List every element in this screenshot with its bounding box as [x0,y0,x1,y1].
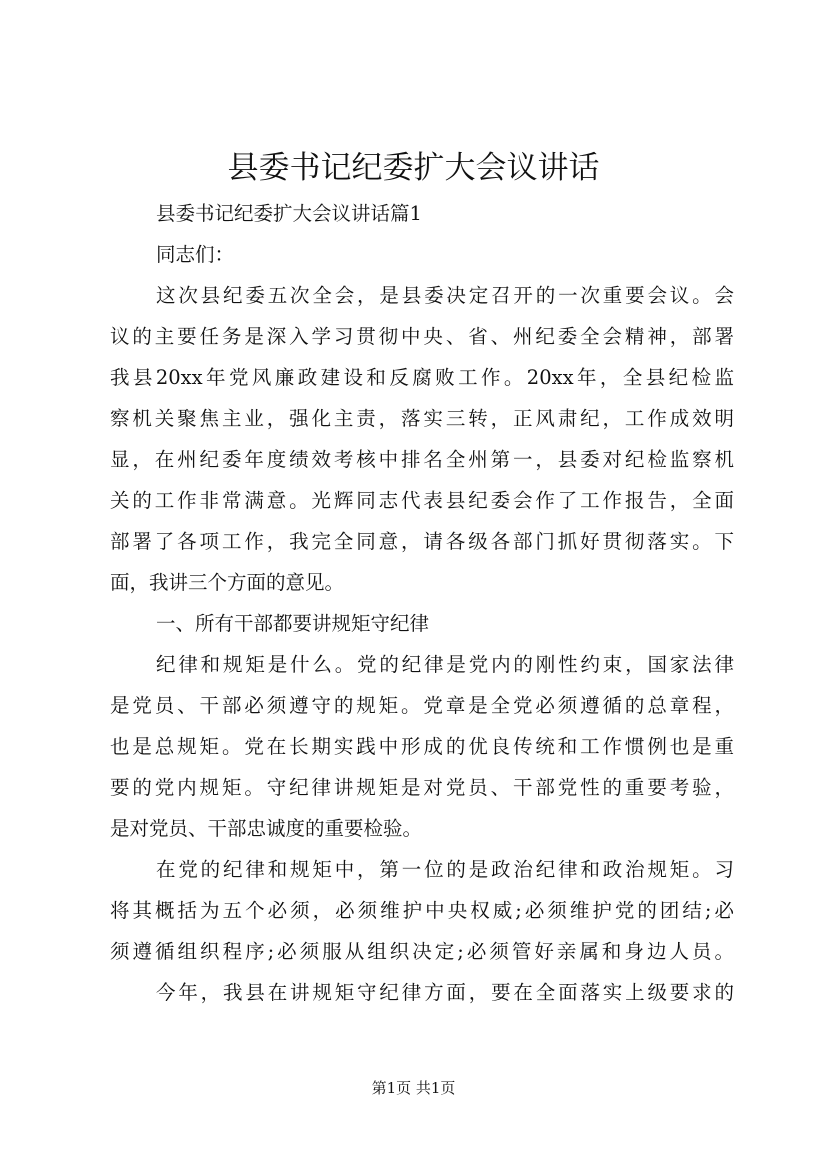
body-line: 将其概括为五个必须，必须维护中央权威;必须维护党的团结;必 [110,899,734,922]
body-line: 这次县纪委五次全会，是县委决定召开的一次重要会议。会 [156,284,734,307]
body-line: 议的主要任务是深入学习贯彻中央、省、州纪委全会精神，部署 [110,325,734,348]
document-title: 县委书记纪委扩大会议讲话 [227,150,600,186]
body-line: 也是总规矩。党在长期实践中形成的优良传统和工作惯例也是重 [110,735,734,758]
body-line: 纪律和规矩是什么。党的纪律是党内的刚性约束，国家法律 [156,653,734,676]
body-line: 显，在州纪委年度绩效考核中排名全州第一，县委对纪检监察机 [110,448,734,471]
section-heading: 一、所有干部都要讲规矩守纪律 [156,612,430,635]
salutation-line: 同志们： [156,243,235,266]
subtitle-line: 县委书记纪委扩大会议讲话篇1 [156,202,422,225]
body-line: 是对党员、干部忠诚度的重要检验。 [110,817,423,840]
body-line: 关的工作非常满意。光辉同志代表县纪委会作了工作报告，全面 [110,489,734,512]
body-line: 察机关聚焦主业，强化主责，落实三转，正风肃纪，工作成效明 [110,407,734,430]
body-line: 要的党内规矩。守纪律讲规矩是对党员、干部党性的重要考验， [110,776,734,799]
body-line: 今年，我县在讲规矩守纪律方面，要在全面落实上级要求的 [156,981,734,1004]
body-line: 我县20xx年党风廉政建设和反腐败工作。20xx年，全县纪检监 [110,366,734,389]
page-footer: 第1页 共1页 [371,1079,456,1097]
body-line: 是党员、干部必须遵守的规矩。党章是全党必须遵循的总章程， [110,694,734,717]
body-line: 须遵循组织程序;必须服从组织决定;必须管好亲属和身边人员。 [110,940,734,963]
document-body [110,193,734,1013]
body-line: 面，我讲三个方面的意见。 [110,571,345,594]
body-line: 部署了各项工作，我完全同意，请各级各部门抓好贯彻落实。下 [110,530,734,553]
body-line: 在党的纪律和规矩中，第一位的是政治纪律和政治规矩。习 [156,858,734,881]
